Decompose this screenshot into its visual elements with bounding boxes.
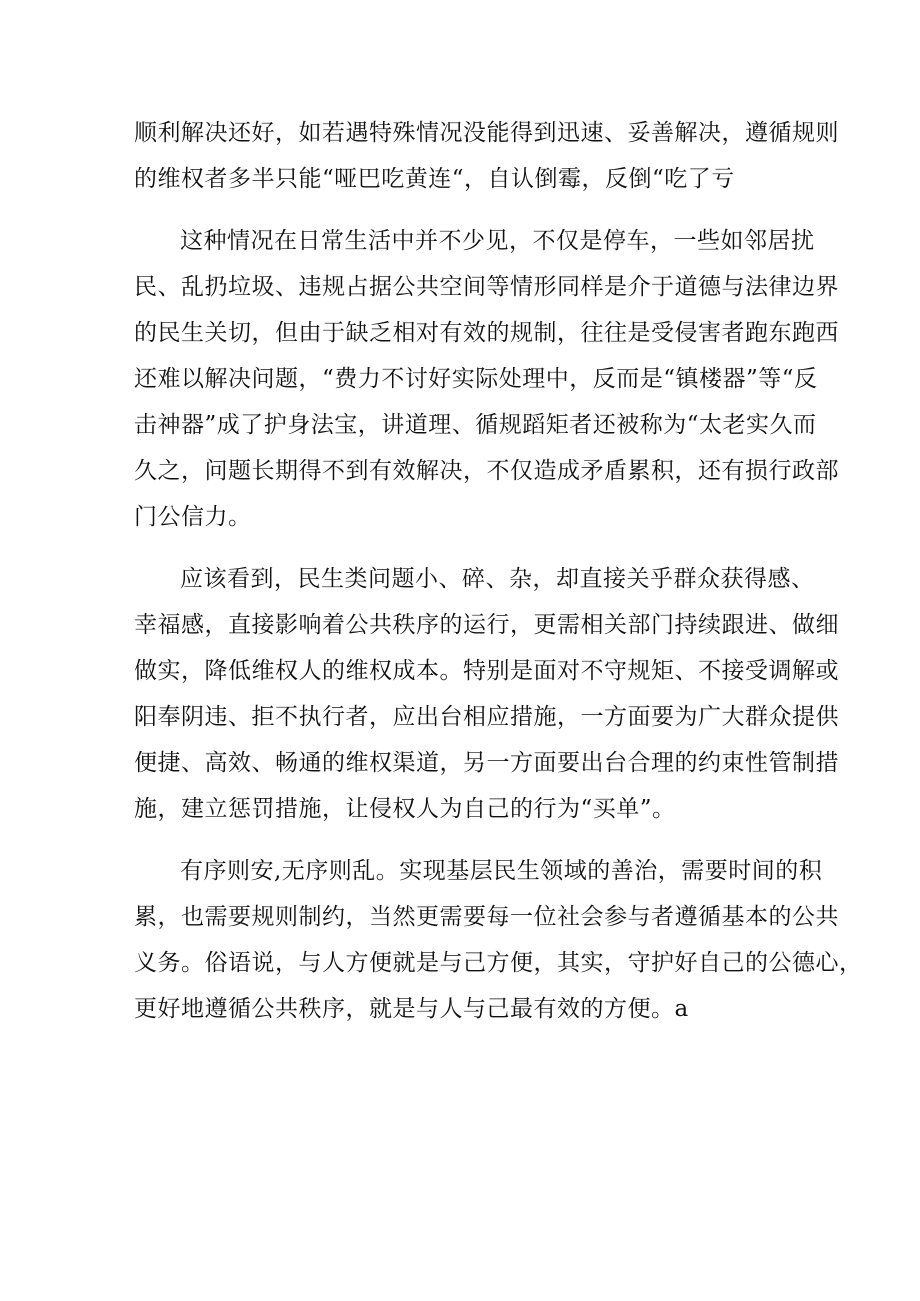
text-line: 施，建立惩罚措施，让侵权人为自己的行为“买单”。 [134, 796, 676, 822]
text-line: 久之，问题长期得不到有效解决，不仅造成矛盾累积，还有损行政部 [134, 458, 839, 484]
paragraph-3 [134, 556, 839, 832]
text-line: 累，也需要规则制约，当然更需要每一位社会参与者遵循基本的公共 [134, 904, 839, 930]
paragraph-2 [134, 218, 839, 540]
text-line: 更好地遵循公共秩序，就是与人与己最有效的方便。a [134, 996, 689, 1022]
text-line: 击神器”成了护身法宝，讲道理、循规蹈矩者还被称为“太老实久而 [134, 412, 817, 438]
text-line: 门公信力。 [134, 504, 252, 530]
text-line: 义务。俗语说，与人方便就是与己方便，其实，守护好自己的公德心， [134, 950, 863, 976]
text-line: 还难以解决问题，“费力不讨好实际处理中，反而是“镇楼器”等“反 [134, 366, 818, 392]
text-line: 的民生关切，但由于缺乏相对有效的规制，往往是受侵害者跑东跑西 [134, 320, 839, 346]
text-line: 民、乱扔垃圾、违规占据公共空间等情形同样是介于道德与法律边界 [134, 274, 839, 300]
text-line: 做实，降低维权人的维权成本。特别是面对不守规矩、不接受调解或 [134, 658, 839, 684]
text-line: 幸福感，直接影响着公共秩序的运行，更需相关部门持续跟进、做细 [134, 612, 839, 638]
paragraph-4 [134, 848, 863, 1032]
text-line: 顺利解决还好，如若遇特殊情况没能得到迅速、妥善解决，遵循规则 [134, 120, 839, 146]
text-line: 的维权者多半只能“哑巴吃黄连“，自认倒霉，反倒“吃了亏 [134, 166, 735, 192]
paragraph-1 [134, 110, 839, 202]
text-line: 应该看到，民生类问题小、碎、杂，却直接关乎群众获得感、 [180, 566, 815, 592]
text-line: 便捷、高效、畅通的维权渠道，另一方面要出台合理的约束性管制措 [134, 750, 839, 776]
text-line: 阳奉阴违、拒不执行者，应出台相应措施，一方面要为广大群众提供 [134, 704, 839, 730]
text-line: 有序则安,无序则乱。实现基层民生领域的善治，需要时间的积 [180, 858, 823, 884]
text-line: 这种情况在日常生活中并不少见，不仅是停车，一些如邻居扰 [180, 228, 815, 254]
document-body [134, 110, 863, 1032]
